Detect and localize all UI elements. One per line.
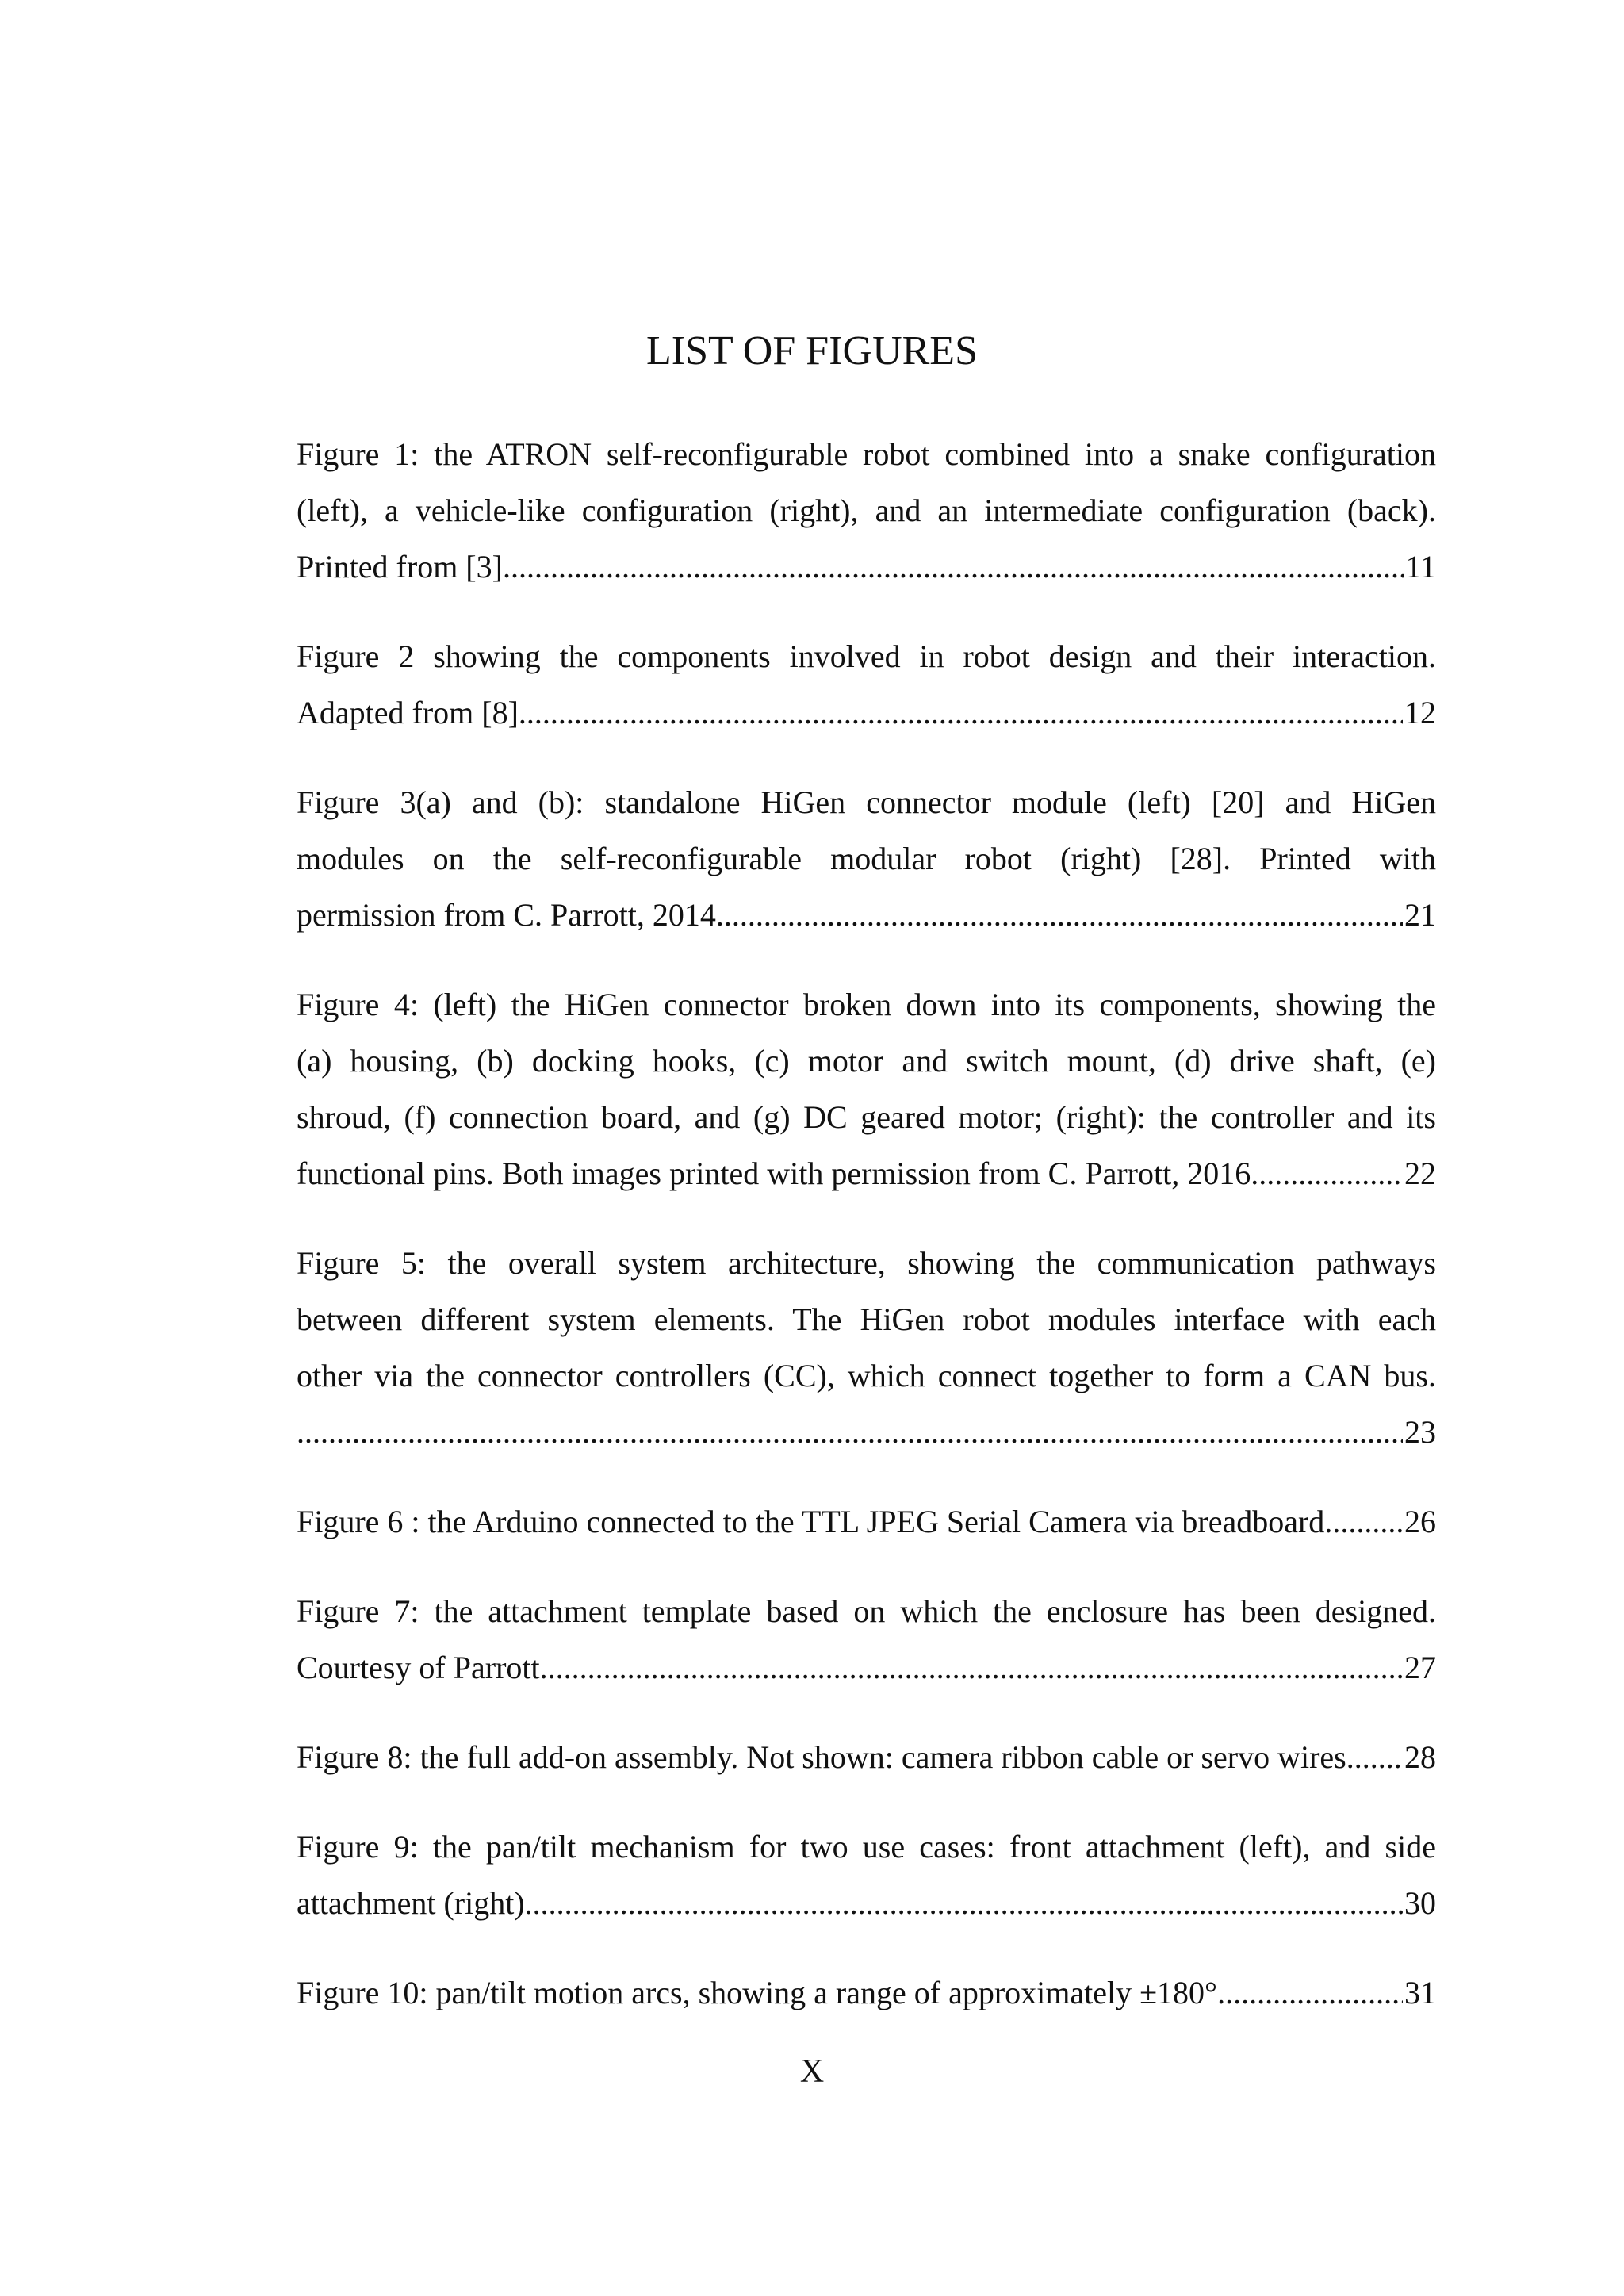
page-number: 11 xyxy=(1405,549,1436,585)
entry-line: (a) housing, (b) docking hooks, (c) motor and switch mount, (d) drive shaft, (e) xyxy=(297,1043,1436,1079)
entry-text-tail: attachment (right) xyxy=(297,1885,525,1921)
entry-text-tail: Courtesy of Parrott xyxy=(297,1650,540,1685)
entry-last-line xyxy=(297,1639,1436,1696)
entry-last-line xyxy=(297,539,1436,595)
page-title: LIST OF FIGURES xyxy=(645,328,978,374)
page-footer-number: X xyxy=(799,2053,825,2090)
entry-text-tail: Adapted from [8] xyxy=(297,695,519,730)
entry-line: (left), a vehicle-like configuration (right), and an intermediate configuration (back). xyxy=(297,493,1436,528)
page-number: 27 xyxy=(1404,1650,1436,1685)
page-number: 21 xyxy=(1404,897,1436,933)
entry-text-tail: Figure 10: pan/tilt motion arcs, showing a range of approximately ±180° xyxy=(297,1975,1218,2010)
entry-line: Figure 3(a) and (b): standalone HiGen connector module (left) [20] and HiGen xyxy=(297,784,1436,820)
entry-line: Figure 1: the ATRON self-reconfigurable robot combined into a snake configuration xyxy=(297,436,1436,472)
figure-entry-10[interactable] xyxy=(297,1964,1436,2021)
dot-leader xyxy=(1324,1493,1403,1550)
dot-leader xyxy=(1217,1964,1403,2021)
page-number: 26 xyxy=(1404,1504,1436,1539)
dot-leader xyxy=(1346,1729,1403,1785)
entry-text-tail: Figure 8: the full add-on assembly. Not shown: camera ribbon cable or servo wires xyxy=(297,1739,1346,1775)
figure-entry-8[interactable] xyxy=(297,1729,1436,1785)
figure-list xyxy=(297,426,1436,2054)
dot-leader xyxy=(540,1639,1403,1696)
figure-entry-3[interactable] xyxy=(297,774,1436,943)
figure-entry-2[interactable] xyxy=(297,628,1436,741)
entry-text-tail: permission from C. Parrott, 2014. xyxy=(297,897,724,933)
entry-line: Figure 2 showing the components involved in robot design and their interaction. xyxy=(297,638,1436,674)
entry-line: Figure 7: the attachment template based on which the enclosure has been designed. xyxy=(297,1593,1436,1629)
page-number: 12 xyxy=(1404,695,1436,730)
dot-leader xyxy=(724,887,1403,943)
entry-last-line xyxy=(297,1493,1436,1550)
dot-leader xyxy=(519,684,1403,741)
page-number: 23 xyxy=(1404,1414,1436,1450)
dot-leader xyxy=(503,539,1404,595)
dot-leader xyxy=(525,1875,1403,1931)
entry-line: between different system elements. The HiGen robot modules interface with each xyxy=(297,1301,1436,1337)
entry-line: Figure 4: (left) the HiGen connector broken down into its components, showing the xyxy=(297,987,1436,1022)
entry-line: Figure 5: the overall system architecture, showing the communication pathways xyxy=(297,1245,1436,1281)
entry-text-tail: Figure 6 : the Arduino connected to the TTL JPEG Serial Camera via breadboard xyxy=(297,1504,1325,1539)
entry-last-line xyxy=(297,1964,1436,2021)
entry-last-line xyxy=(297,1729,1436,1785)
entry-last-line xyxy=(297,684,1436,741)
entry-line: modules on the self-reconfigurable modular robot (right) [28]. Printed with xyxy=(297,841,1436,876)
figure-entry-9[interactable] xyxy=(297,1819,1436,1931)
page-number: 30 xyxy=(1404,1885,1436,1921)
entry-last-line xyxy=(297,887,1436,943)
entry-line: other via the connector controllers (CC), which connect together to form a CAN bus. xyxy=(297,1358,1436,1393)
entry-line: Figure 9: the pan/tilt mechanism for two use cases: front attachment (left), and side xyxy=(297,1829,1436,1865)
page-number: 28 xyxy=(1404,1739,1436,1775)
figure-entry-6[interactable] xyxy=(297,1493,1436,1550)
figure-entry-1[interactable] xyxy=(297,426,1436,595)
dot-leader xyxy=(297,1404,1403,1460)
entry-last-line xyxy=(297,1875,1436,1931)
entry-text-tail: functional pins. Both images printed with permission from C. Parrott, 2016. xyxy=(297,1156,1259,1191)
page-number: 31 xyxy=(1404,1975,1436,2010)
entry-last-line xyxy=(297,1404,1436,1460)
entry-text-tail: Printed from [3] xyxy=(297,549,503,585)
entry-line: shroud, (f) connection board, and (g) DC geared motor; (right): the controller and its xyxy=(297,1099,1436,1135)
figure-entry-4[interactable] xyxy=(297,976,1436,1202)
dot-leader xyxy=(1258,1145,1403,1202)
figure-entry-5[interactable] xyxy=(297,1235,1436,1460)
figure-entry-7[interactable] xyxy=(297,1583,1436,1696)
entry-last-line xyxy=(297,1145,1436,1202)
page-number: 22 xyxy=(1404,1156,1436,1191)
